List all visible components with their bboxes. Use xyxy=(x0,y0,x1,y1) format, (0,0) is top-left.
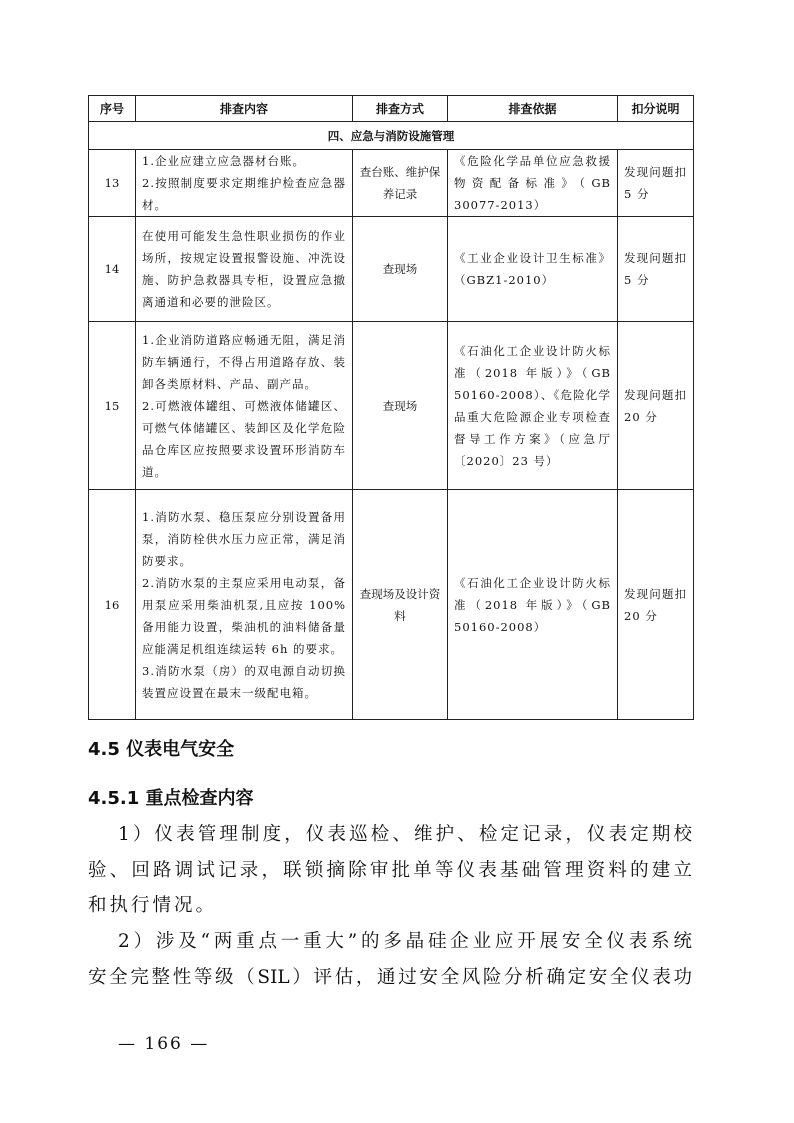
header-deduction: 扣分说明 xyxy=(618,96,694,122)
row-deduction: 发现问题扣 5 分 xyxy=(618,217,694,322)
header-content: 排查内容 xyxy=(136,96,353,122)
subsection-heading: 4.5.1 重点检查内容 xyxy=(88,788,254,809)
table-row xyxy=(89,322,694,490)
row-method: 查现场及设计资料 xyxy=(353,490,448,720)
row-basis: 《石油化工企业设计防火标准（2018 年版）》（GB 50160-2008） xyxy=(448,490,618,720)
row-method: 查现场 xyxy=(353,322,448,490)
paragraph-line: 和执行情况。 xyxy=(88,895,218,916)
row-deduction: 发现问题扣 20 分 xyxy=(618,490,694,720)
section-heading: 4.5 仪表电气安全 xyxy=(88,739,235,760)
table-row xyxy=(89,150,694,217)
row-no: 15 xyxy=(89,322,136,490)
header-method: 排查方式 xyxy=(353,96,448,122)
row-method: 查现场 xyxy=(353,217,448,322)
paragraph-1 xyxy=(88,817,692,924)
paragraph-line: 1）仪表管理制度，仪表巡检、维护、检定记录，仪表定期校 xyxy=(118,824,692,845)
row-deduction: 发现问题扣 20 分 xyxy=(618,322,694,490)
row-content: 1.企业消防道路应畅通无阻，满足消防车辆通行，不得占用道路存放、装卸各类原材料、产品、副产品。 2.可燃液体罐组、可燃液体储罐区、可燃气体储罐区、装卸区及化学危险品仓库区应按照要求设置环形消防车道。 xyxy=(136,322,353,490)
paragraph-line: 验、回路调试记录，联锁摘除审批单等仪表基础管理资料的建立 xyxy=(88,859,692,881)
table-row xyxy=(89,217,694,322)
row-basis: 《工业企业设计卫生标准》（GBZ1-2010） xyxy=(448,217,618,322)
row-content: 1.企业应建立应急器材台账。 2.按照制度要求定期维护检查应急器材。 xyxy=(136,150,353,217)
row-basis: 《危险化学品单位应急救援物资配备标准》（GB 30077-2013） xyxy=(448,150,618,217)
table-row xyxy=(89,490,694,720)
paragraph-line: 2）涉及“两重点一重大”的多晶硅企业应开展安全仪表系统 xyxy=(118,931,692,952)
section-title: 四、应急与消防设施管理 xyxy=(89,122,694,150)
row-content: 在使用可能发生急性职业损伤的作业场所，按规定设置报警设施、冲洗设施、防护急救器具专柜，设置应急撤离通道和必要的泄险区。 xyxy=(136,217,353,322)
paragraph-line: 安全完整性等级（SIL）评估，通过安全风险分析确定安全仪表功 xyxy=(88,966,692,988)
page-number: — 166 — xyxy=(118,1034,210,1054)
row-no: 14 xyxy=(89,217,136,322)
table-header-row xyxy=(89,96,694,122)
header-no: 序号 xyxy=(89,96,136,122)
row-method: 查台账、维护保养记录 xyxy=(353,150,448,217)
section-row xyxy=(89,122,694,150)
row-content: 1.消防水泵、稳压泵应分别设置备用泵，消防栓供水压力应正常，满足消防要求。 2.消防水泵的主泵应采用电动泵，备用泵应采用柴油机泵,且应按 100%备用能力设置，柴油机的油料储备量应能满足机组连续运转 6h 的要求。 3.消防水泵（房）的双电源自动切换装置应设置在最末一级配电箱。 xyxy=(136,490,353,720)
row-deduction: 发现问题扣 5 分 xyxy=(618,150,694,217)
header-basis: 排查依据 xyxy=(448,96,618,122)
row-basis: 《石油化工企业设计防火标准（2018 年版）》（GB 50160-2008）、《危险化学品重大危险源企业专项检查督导工作方案》（应急厅〔2020〕23 号） xyxy=(448,322,618,490)
row-no: 13 xyxy=(89,150,136,217)
row-no: 16 xyxy=(89,490,136,720)
inspection-table xyxy=(88,95,694,720)
paragraph-2 xyxy=(88,924,692,995)
